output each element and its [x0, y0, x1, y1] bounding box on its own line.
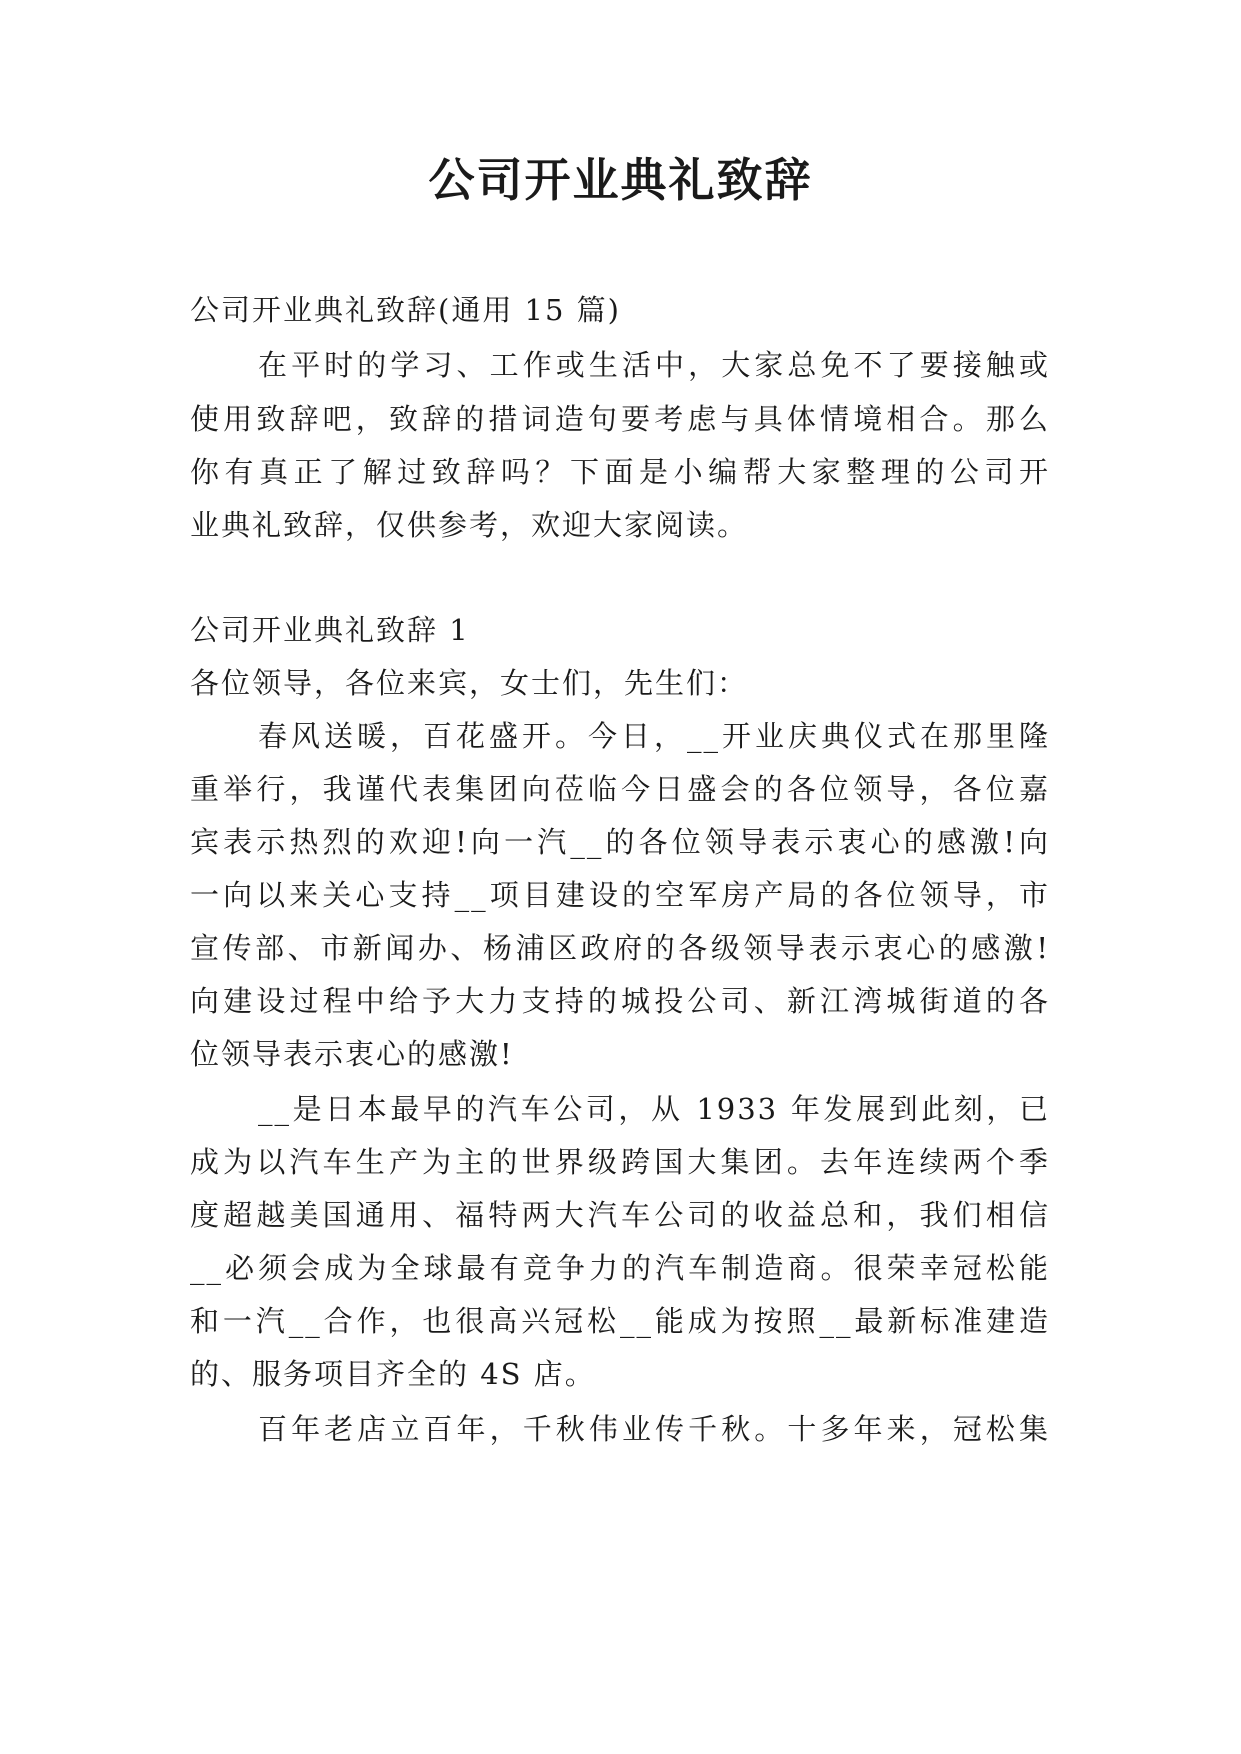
- paragraph-line: 和一汽__合作，也很高兴冠松__能成为按照__最新标准建造: [190, 1304, 1050, 1338]
- paragraph-line: 一向以来关心支持__项目建设的空军房产局的各位领导，市: [190, 878, 1050, 912]
- intro-line: 使用致辞吧，致辞的措词造句要考虑与具体情境相合。那么: [190, 402, 1050, 436]
- intro-line: 业典礼致辞，仅供参考，欢迎大家阅读。: [190, 508, 749, 542]
- paragraph-line: 宣传部、市新闻办、杨浦区政府的各级领导表示衷心的感激!: [190, 931, 1050, 965]
- paragraph-line: 的、服务项目齐全的 4S 店。: [190, 1357, 596, 1391]
- paragraph-line: 向建设过程中给予大力支持的城投公司、新江湾城街道的各: [190, 984, 1050, 1018]
- greeting-line: 各位领导，各位来宾，女士们，先生们：: [190, 666, 749, 700]
- page-title: 公司开业典礼致辞: [428, 153, 813, 207]
- paragraph-line: 宾表示热烈的欢迎!向一汽__的各位领导表示衷心的感激!向: [190, 825, 1050, 859]
- paragraph-line: 位领导表示衷心的感激!: [190, 1037, 514, 1071]
- paragraph-line: 度超越美国通用、福特两大汽车公司的收益总和，我们相信: [190, 1198, 1050, 1232]
- section-heading: 公司开业典礼致辞 1: [190, 613, 470, 647]
- paragraph-line: __必须会成为全球最有竞争力的汽车制造商。很荣幸冠松能: [190, 1251, 1050, 1285]
- intro-line: 在平时的学习、工作或生活中，大家总免不了要接触或: [258, 348, 1050, 382]
- paragraph-line: 成为以汽车生产为主的世界级跨国大集团。去年连续两个季: [190, 1145, 1050, 1179]
- paragraph-line: 春风送暖，百花盛开。今日，__开业庆典仪式在那里隆: [258, 719, 1050, 753]
- intro-line: 你有真正了解过致辞吗？下面是小编帮大家整理的公司开: [190, 455, 1050, 489]
- paragraph-line: 重举行，我谨代表集团向莅临今日盛会的各位领导，各位嘉: [190, 772, 1050, 806]
- paragraph-line: __是日本最早的汽车公司，从 1933 年发展到此刻，已: [258, 1092, 1050, 1126]
- paragraph-line: 百年老店立百年，千秋伟业传千秋。十多年来，冠松集: [258, 1412, 1050, 1446]
- document-subtitle: 公司开业典礼致辞(通用 15 篇): [190, 293, 621, 327]
